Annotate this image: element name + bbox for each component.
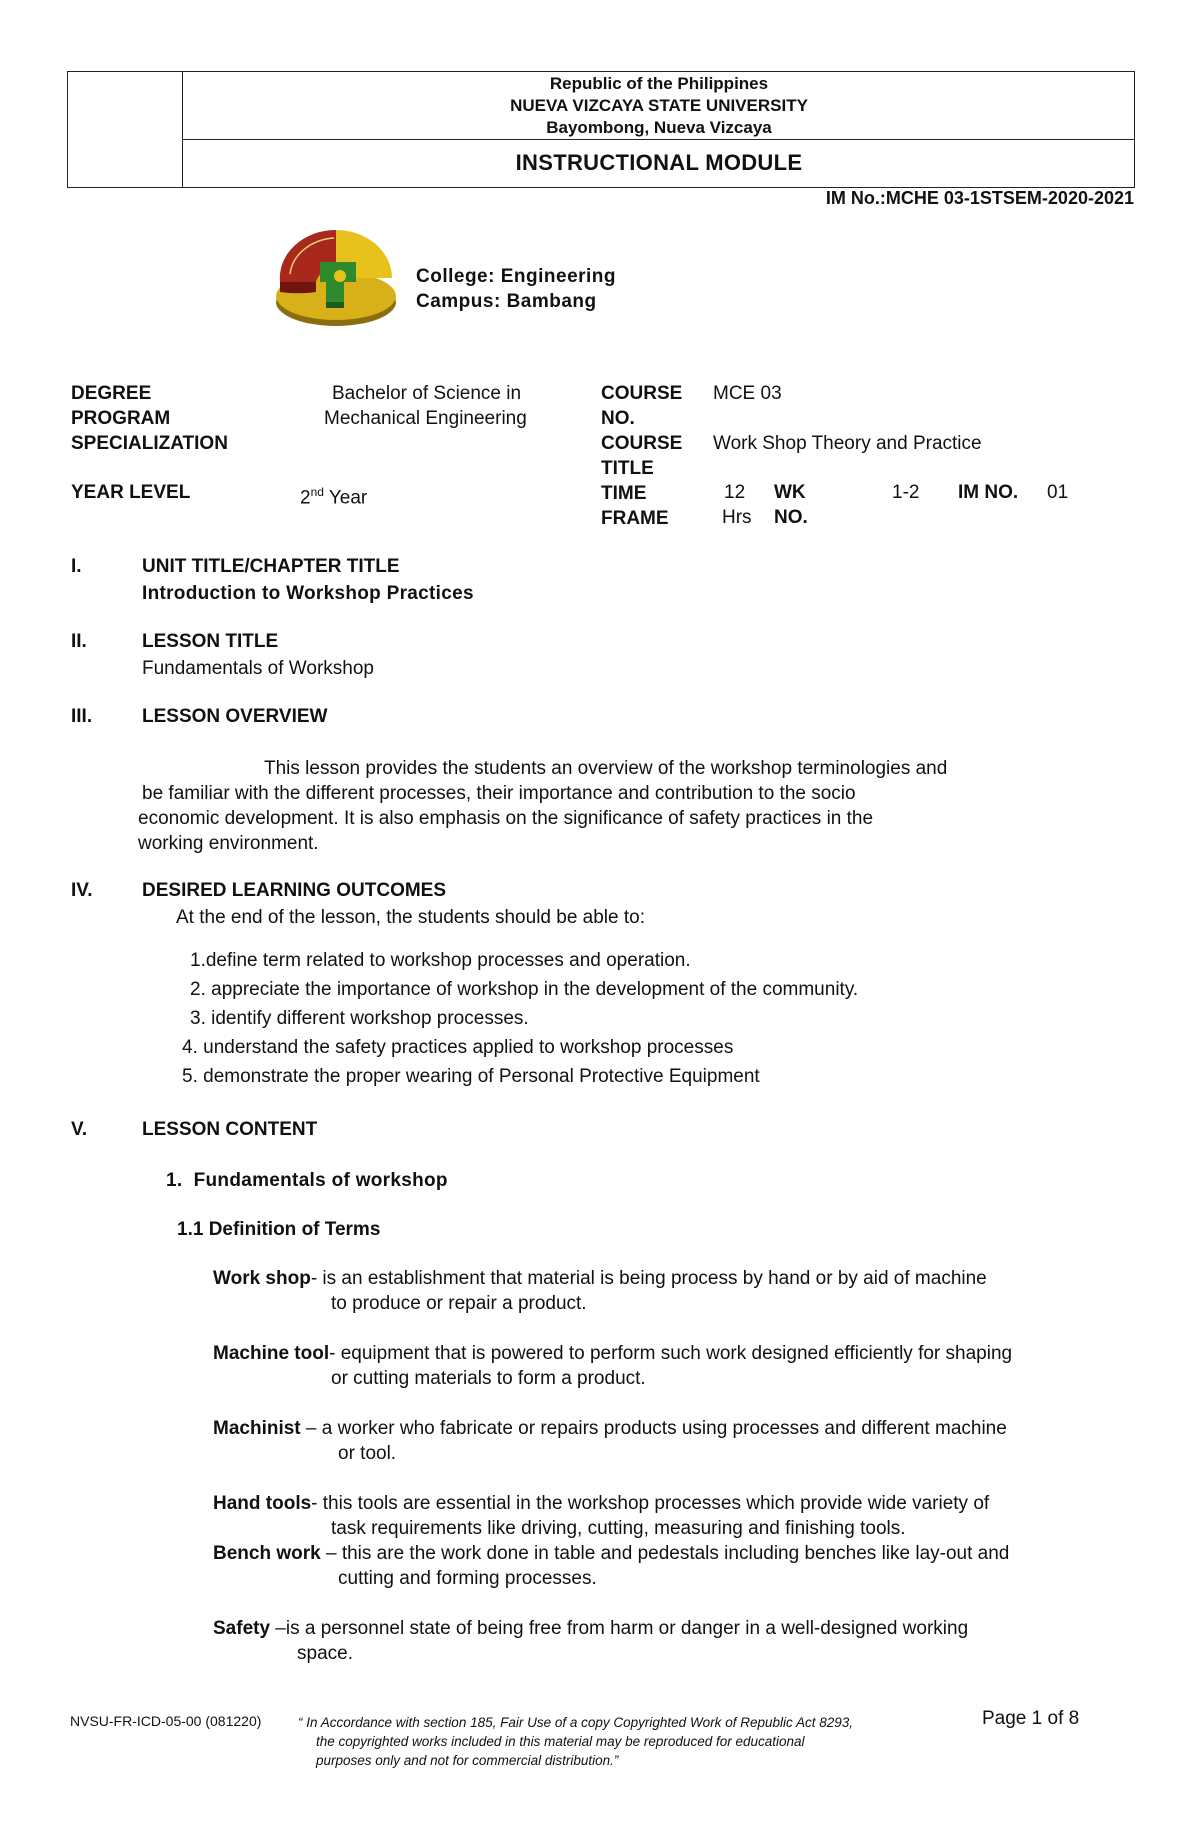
section-1-number: I. bbox=[71, 556, 82, 577]
college-block bbox=[416, 264, 616, 314]
degree-value: Bachelor of Science in Mechanical Engineering bbox=[324, 383, 527, 429]
im-number: IM No.:MCHE 03-1STSEM-2020-2021 bbox=[825, 188, 1134, 208]
course-title-value: Work Shop Theory and Practice bbox=[713, 433, 982, 454]
section-3-title: LESSON OVERVIEW bbox=[142, 706, 328, 727]
im-no-label: IM NO. bbox=[958, 482, 1019, 503]
course-no-label: COURSE NO. COURSE TITLE TIME FRAME bbox=[601, 383, 683, 529]
module-title: INSTRUCTIONAL MODULE bbox=[515, 150, 803, 175]
section-2-title: LESSON TITLE bbox=[142, 631, 279, 652]
overview-paragraph: This lesson provides the students an overview of the workshop terminologies and be familiar with the different processes, their importance and contribution to the socio economic development. It is also emphasis on the significance of safety practices in the working environment. bbox=[138, 758, 948, 854]
header-location: Bayombong, Nueva Vizcaya bbox=[546, 118, 772, 137]
wk-no-label: WK NO. bbox=[774, 482, 808, 528]
section-5-title: LESSON CONTENT bbox=[142, 1119, 318, 1140]
term-machine-tool: Machine tool- equipment that is powered to perform such work designed efficiently for shaping or cutting materials to form a product. bbox=[213, 1343, 1013, 1389]
section-4-title: DESIRED LEARNING OUTCOMES bbox=[142, 880, 447, 901]
course-title-label: COURSE bbox=[601, 433, 683, 454]
specialization-label: SPECIALIZATION bbox=[71, 433, 228, 454]
term-safety: Safety –is a personnel state of being free from harm or danger in a well-designed working space. bbox=[213, 1618, 969, 1664]
content-subheading: 1.1 Definition of Terms bbox=[177, 1219, 381, 1240]
year-level-value: 2nd Year bbox=[300, 485, 368, 509]
header-divider bbox=[183, 139, 1135, 140]
copyright-note: “ In Accordance with section 185, Fair Use of a copy Copyrighted Work of Republic Act 8293, the copyrighted works included in this material may be reproduced for educational purposes only and not for commercial distribution.” bbox=[298, 1715, 854, 1768]
section-5-number: V. bbox=[71, 1119, 88, 1140]
outcome-item: 4. understand the safety practices applied to workshop processes bbox=[182, 1037, 734, 1058]
term-machinist: Machinist – a worker who fabricate or repairs products using processes and different machine or tool. bbox=[213, 1418, 1007, 1464]
section-3-number: III. bbox=[71, 706, 93, 727]
year-level-label: YEAR LEVEL bbox=[71, 482, 191, 503]
outcomes-intro: At the end of the lesson, the students should be able to: bbox=[176, 907, 645, 928]
unit-title: Introduction to Workshop Practices bbox=[142, 583, 474, 604]
time-frame-value: 12 Hrs bbox=[722, 482, 752, 528]
term-hand-tools: Hand tools- this tools are essential in the workshop processes which provide wide variety of task requirements like driving, cutting, measuring and finishing tools. bbox=[213, 1493, 990, 1539]
lesson-title: Fundamentals of Workshop bbox=[142, 658, 374, 679]
im-no-value: 01 bbox=[1047, 482, 1069, 503]
section-1-title: UNIT TITLE/CHAPTER TITLE bbox=[142, 556, 400, 577]
content-heading: 1. Fundamentals of workshop bbox=[166, 1170, 448, 1191]
outcome-item: 3. identify different workshop processes. bbox=[190, 1008, 529, 1029]
outcome-item: 1.define term related to workshop processes and operation. bbox=[190, 950, 691, 971]
college-logo bbox=[270, 222, 402, 334]
page-number: Page 1 of 8 bbox=[982, 1708, 1080, 1729]
outcome-item: 5. demonstrate the proper wearing of Personal Protective Equipment bbox=[182, 1066, 760, 1087]
header-university: NUEVA VIZCAYA STATE UNIVERSITY bbox=[510, 96, 808, 115]
degree-label: DEGREE PROGRAM SPECIALIZATION bbox=[71, 383, 228, 454]
wk-no-value: 1-2 bbox=[892, 482, 920, 503]
header-logo-cell bbox=[67, 71, 183, 188]
outcome-item: 2. appreciate the importance of workshop in the development of the community. bbox=[190, 979, 859, 1000]
term-workshop: Work shop- is an establishment that material is being process by hand or by aid of machine to produce or repair a product. bbox=[213, 1268, 987, 1314]
header-republic: Republic of the Philippines bbox=[549, 74, 769, 93]
campus-name: Campus: Bambang bbox=[416, 291, 597, 312]
section-4-number: IV. bbox=[71, 880, 93, 901]
term-bench-work: Bench work – this are the work done in table and pedestals including benches like lay-out and cutting and forming processes. bbox=[213, 1543, 1010, 1589]
form-id: NVSU-FR-ICD-05-00 (081220) bbox=[70, 1713, 262, 1729]
time-frame-label: TIME bbox=[601, 483, 647, 504]
course-no-value: MCE 03 bbox=[713, 383, 782, 404]
college-name: College: Engineering bbox=[416, 266, 617, 287]
section-2-number: II. bbox=[71, 631, 87, 652]
